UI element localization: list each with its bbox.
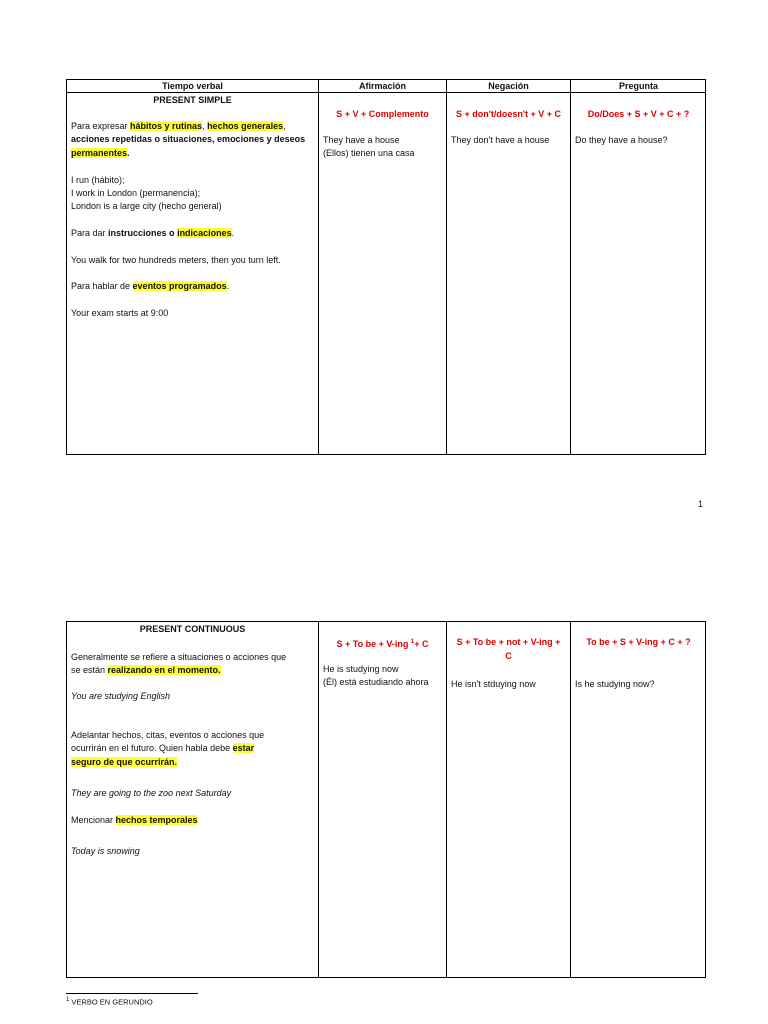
use-line: Mencionar hechos temporales: [71, 815, 198, 825]
col-divider: [318, 80, 319, 454]
affirmative-formula: S + V + Complemento: [336, 109, 429, 119]
example-line: Your exam starts at 9:00: [71, 308, 169, 318]
negative-formula: S + To be + not + V-ing +: [456, 637, 561, 647]
tense-table-present-continuous: [66, 621, 706, 978]
col-divider: [446, 622, 447, 977]
tense-table-present-simple: [66, 79, 706, 455]
question-example: Do they have a house?: [575, 135, 668, 145]
footnote: $^1$ VERBO EN GERUNDIO: [66, 997, 153, 1007]
affirmative-translation: (Ellos) tienen una casa: [323, 148, 415, 158]
negative-formula: C: [505, 651, 512, 661]
example-line: Today is snowing: [71, 846, 140, 856]
tense-title: PRESENT SIMPLE: [153, 95, 232, 105]
footnote-ref: 1: [410, 639, 415, 645]
affirmative-formula: S + To be + V-ing $^1$+ C: [336, 639, 429, 649]
use-line: se están realizando en el momento.: [71, 665, 221, 675]
use-line: permanentes.: [71, 148, 130, 158]
example-line: You are studying English: [71, 691, 171, 701]
question-example: Is he studying now?: [575, 679, 655, 689]
page-number: 1: [698, 499, 704, 509]
negative-formula: S + don't/doesn't + V + C: [455, 109, 562, 119]
affirmative-translation: (Él) está estudiando ahora: [323, 677, 429, 687]
footnote-rule: [66, 993, 198, 994]
header-divider: [67, 92, 705, 93]
header-afirmacion: Afirmación: [358, 81, 406, 91]
example-line: I run (hábito);: [71, 175, 125, 185]
use-line: seguro de que ocurrirán.: [71, 757, 178, 767]
negative-example: He isn't stduying now: [451, 679, 536, 689]
tense-title: PRESENT CONTINUOUS: [139, 624, 246, 634]
example-line: You walk for two hundreds meters, then you turn left.: [71, 255, 281, 265]
use-line: Para hablar de eventos programados.: [71, 281, 230, 291]
header-tiempo-verbal: Tiempo verbal: [162, 81, 223, 91]
example-line: I work in London (permanencia);: [71, 188, 201, 198]
col-divider: [446, 80, 447, 454]
question-formula: To be + S + V-ing + C + ?: [586, 637, 691, 647]
use-line: Para expresar hábitos y rutinas, hechos generales,: [71, 121, 286, 131]
affirmative-example: He is studying now: [323, 664, 399, 674]
use-line: ocurrirán en el futuro. Quien habla debe estar: [71, 743, 255, 753]
use-line: Generalmente se refiere a situaciones o acciones que: [71, 652, 287, 662]
use-line: Para dar instrucciones o indicaciones.: [71, 228, 235, 238]
question-formula: Do/Does + S + V + C + ?: [587, 109, 690, 119]
affirmative-example: They have a house: [323, 135, 400, 145]
header-negacion: Negación: [488, 81, 529, 91]
negative-example: They don't have a house: [451, 135, 550, 145]
example-line: London is a large city (hecho general): [71, 201, 222, 211]
col-divider: [570, 622, 571, 977]
use-line: acciones repetidas o situaciones, emociones y deseos: [71, 134, 306, 144]
example-line: They are going to the zoo next Saturday: [71, 788, 232, 798]
col-divider: [570, 80, 571, 454]
col-divider: [318, 622, 319, 977]
header-pregunta: Pregunta: [618, 81, 658, 91]
use-line: Adelantar hechos, citas, eventos o acciones que: [71, 730, 265, 740]
